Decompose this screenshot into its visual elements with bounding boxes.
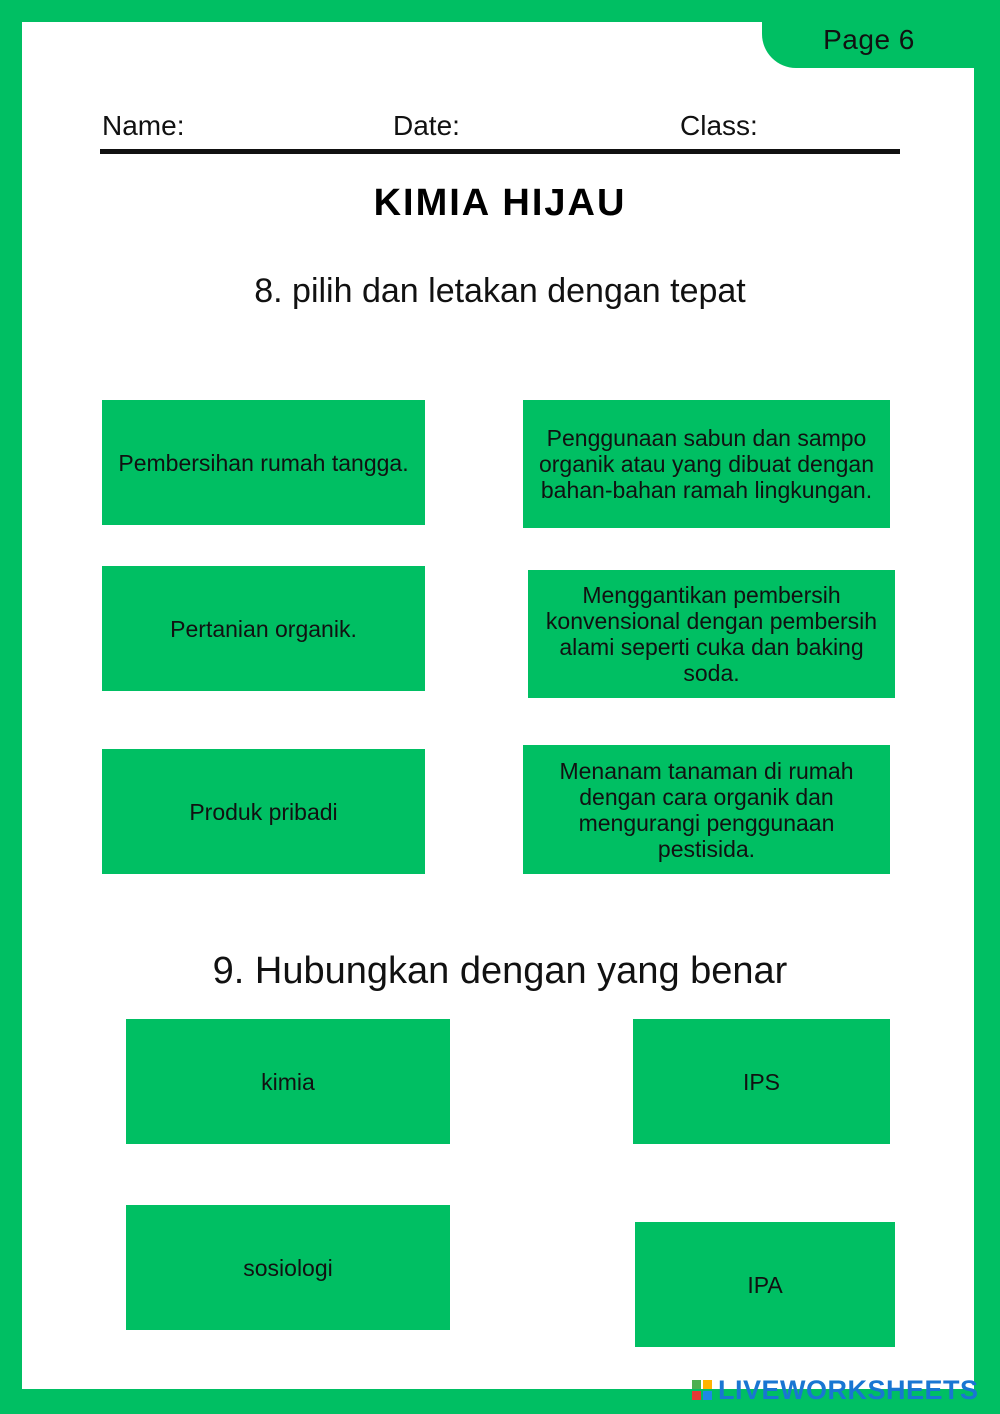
q8-left-card-1[interactable] <box>102 400 425 525</box>
name-label: Name: <box>102 110 185 141</box>
liveworksheets-logo <box>692 1374 979 1406</box>
card-label: Penggunaan sabun dan sampo organik atau yang dibuat dengan bahan-bahan ramah lingkungan. <box>538 425 875 503</box>
card-label: kimia <box>261 1068 315 1095</box>
header-underline <box>100 149 900 154</box>
worksheet-sheet <box>22 22 974 1389</box>
q8-right-card-3[interactable] <box>523 745 890 874</box>
card-label: Produk pribadi <box>189 798 338 825</box>
card-label: sosiologi <box>243 1254 333 1281</box>
q9-right-card-1[interactable] <box>633 1019 890 1144</box>
page-number-label: Page 6 <box>823 24 915 55</box>
card-label: Menggantikan pembersih konvensional dengan pembersih alami seperti cuka dan baking soda. <box>545 582 878 686</box>
q8-right-card-2[interactable] <box>528 570 895 698</box>
q8-left-card-3[interactable] <box>102 749 425 874</box>
q8-right-card-1[interactable] <box>523 400 890 528</box>
question-9-prompt: 9. Hubungkan dengan yang benar <box>212 950 788 992</box>
worksheet-title: KIMIA HIJAU <box>373 182 627 224</box>
liveworksheets-brand: LIVEWORKSHEETS <box>718 1374 979 1405</box>
class-label: Class: <box>680 110 758 141</box>
question-8-prompt: 8. pilih dan letakan dengan tepat <box>254 272 746 310</box>
card-label: IPS <box>742 1068 781 1095</box>
q9-right-card-2[interactable] <box>635 1222 895 1347</box>
date-label: Date: <box>393 110 460 141</box>
q9-left-card-1[interactable] <box>126 1019 450 1144</box>
q9-left-card-2[interactable] <box>126 1205 450 1330</box>
card-label: IPA <box>747 1271 783 1298</box>
liveworksheets-mark-icon <box>692 1380 712 1400</box>
page-number-tab <box>762 12 976 68</box>
card-label: Menanam tanaman di rumah dengan cara organik dan mengurangi penggunaan pestisida. <box>559 757 854 862</box>
card-label: Pembersihan rumah tangga. <box>118 449 409 476</box>
q8-left-card-2[interactable] <box>102 566 425 691</box>
card-label: Pertanian organik. <box>170 615 357 642</box>
